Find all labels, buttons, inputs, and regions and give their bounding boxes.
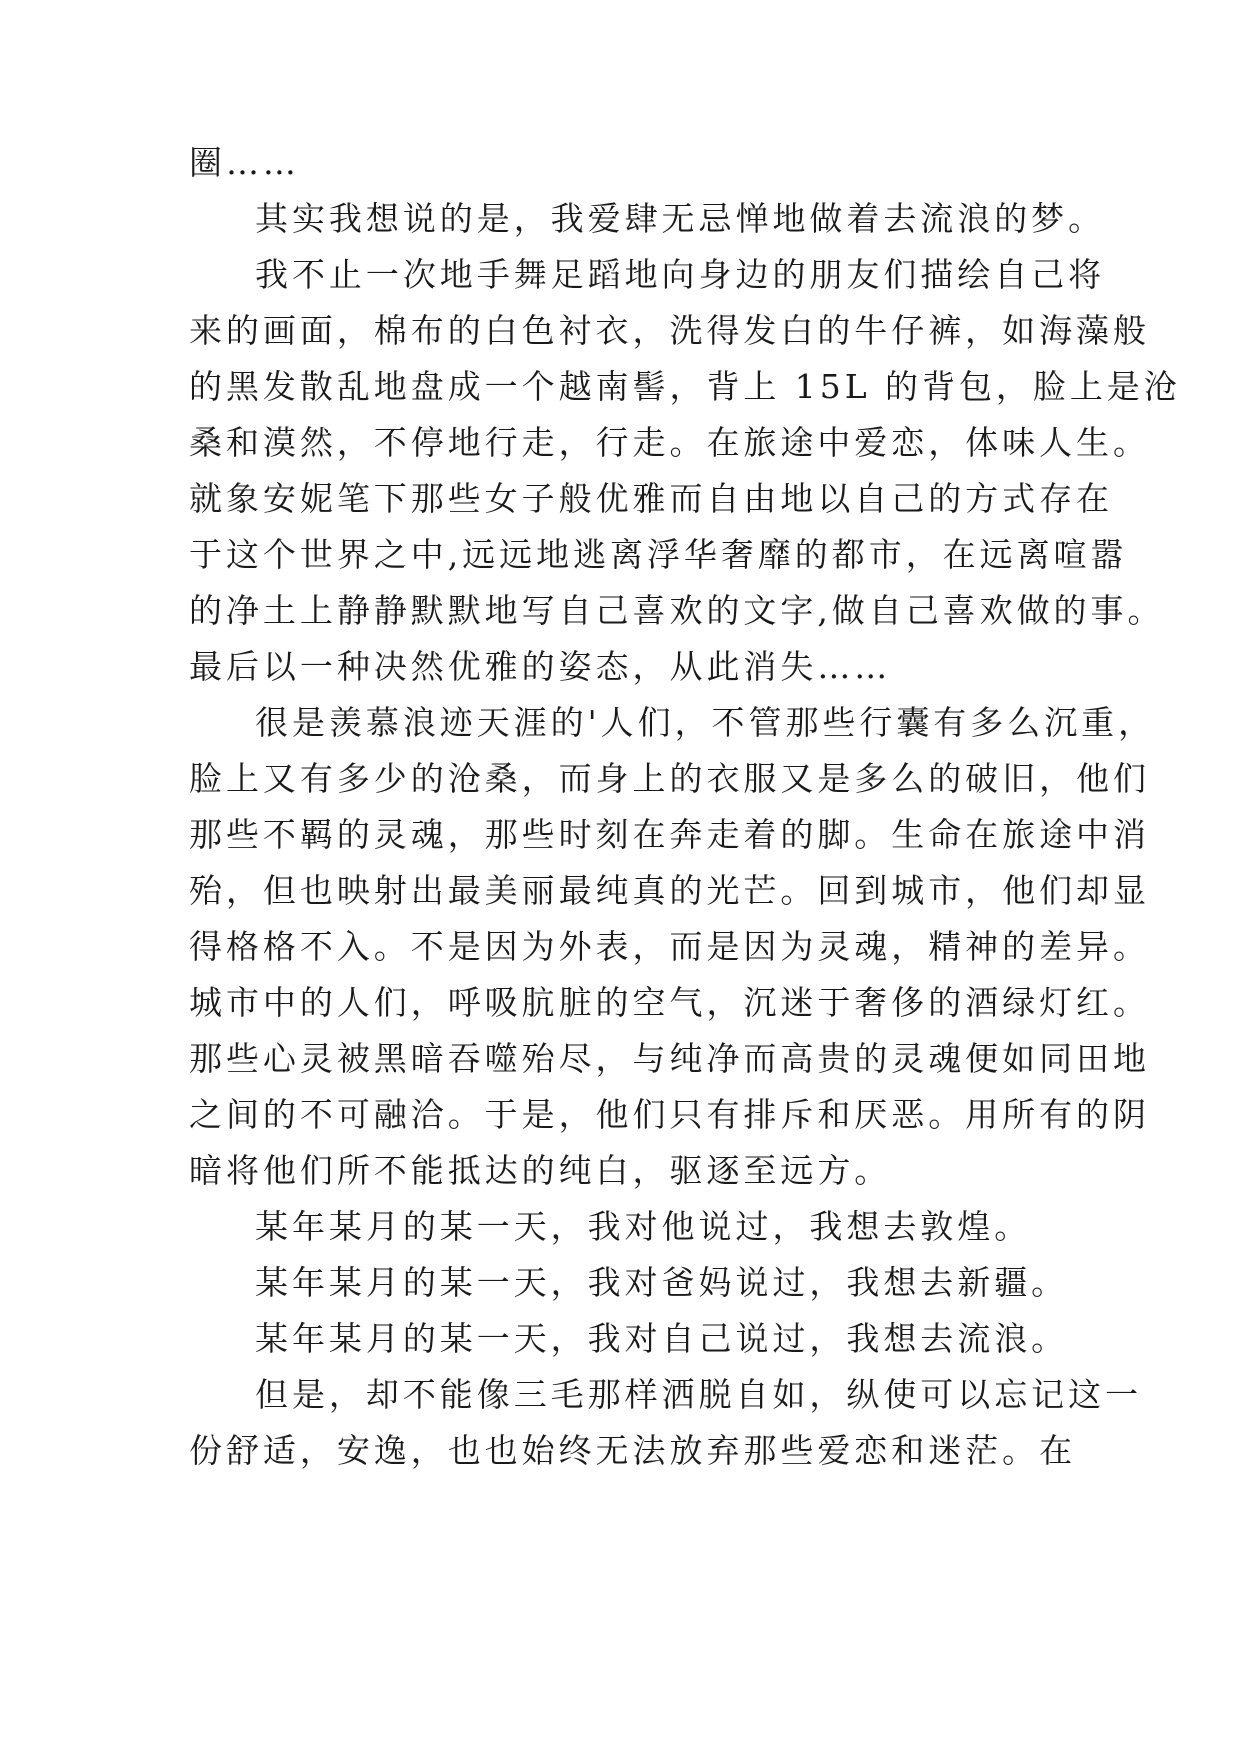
text-line: 份舒适，安逸，也也始终无法放弃那些爱恋和迷茫。在: [189, 1431, 1077, 1470]
text-line: 殆，但也映射出最美丽最纯真的光芒。回到城市，他们却显: [189, 871, 1150, 910]
paragraph-start-line: 我不止一次地手舞足蹈地向身边的朋友们描绘自己将: [255, 255, 1106, 294]
text-line: 暗将他们所不能抵达的纯白，驱逐至远方。: [189, 1151, 892, 1190]
text-line: 桑和漠然，不停地行走，行走。在旅途中爱恋，体味人生。: [189, 423, 1150, 462]
text-line: 圈……: [189, 143, 300, 182]
text-line: 城市中的人们，呼吸肮脏的空气，沉迷于奢侈的酒绿灯红。: [189, 983, 1150, 1022]
text-line: 那些不羁的灵魂，那些时刻在奔走着的脚。生命在旅途中消: [189, 815, 1150, 854]
paragraph-start-line: 某年某月的某一天，我对自己说过，我想去流浪。: [255, 1319, 1069, 1358]
paragraph-start-line: 某年某月的某一天，我对爸妈说过，我想去新疆。: [255, 1263, 1069, 1302]
text-line: 的净土上静静默默地写自己喜欢的文字,做自己喜欢做的事。: [189, 591, 1165, 630]
text-line: 得格格不入。不是因为外表，而是因为灵魂，精神的差异。: [189, 927, 1150, 966]
text-line: 就象安妮笔下那些女子般优雅而自由地以自己的方式存在: [189, 479, 1113, 518]
text-line: 于这个世界之中,远远地逃离浮华奢靡的都市，在远离喧嚣: [189, 535, 1128, 574]
paragraph-start-line: 很是羡慕浪迹天涯的'人们，不管那些行囊有多么沉重，: [255, 703, 1156, 742]
paragraph-start-line: 其实我想说的是，我爱肆无忌惮地做着去流浪的梦。: [255, 199, 1106, 238]
text-line: 之间的不可融洽。于是，他们只有排斥和厌恶。用所有的阴: [189, 1095, 1150, 1134]
text-line: 来的画面，棉布的白色衬衣，洗得发白的牛仔裤，如海藻般: [189, 311, 1150, 350]
text-line: 那些心灵被黑暗吞噬殆尽，与纯净而高贵的灵魂便如同田地: [189, 1039, 1150, 1078]
text-line: 最后以一种决然优雅的姿态，从此消失……: [189, 647, 892, 686]
text-line: 的黑发散乱地盘成一个越南髻，背上 15L 的背包，脸上是沧: [189, 367, 1181, 406]
paragraph-start-line: 某年某月的某一天，我对他说过，我想去敦煌。: [255, 1207, 1032, 1246]
paragraph-start-line: 但是，却不能像三毛那样洒脱自如，纵使可以忘记这一: [255, 1375, 1143, 1414]
text-line: 脸上又有多少的沧桑，而身上的衣服又是多么的破旧，他们: [189, 759, 1150, 798]
